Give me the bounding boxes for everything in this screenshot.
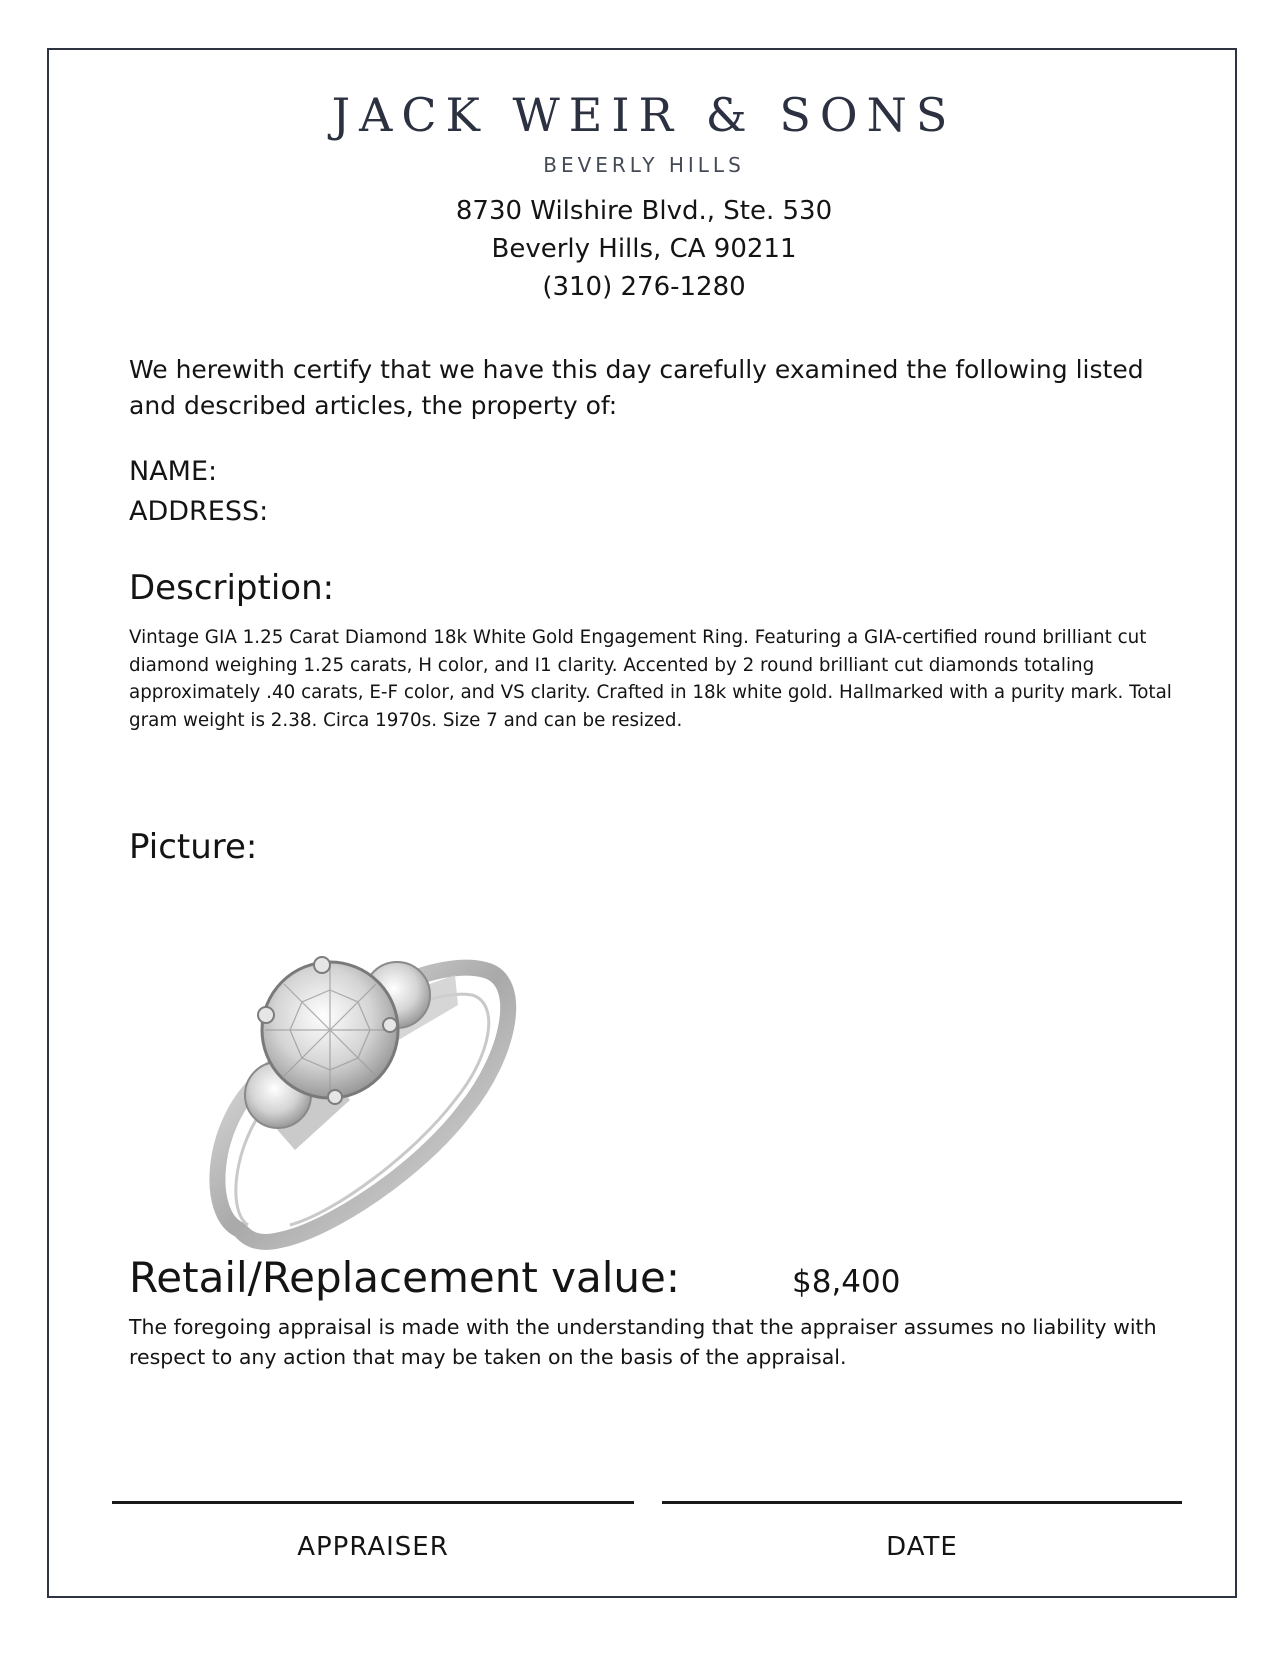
retail-value-label: Retail/Replacement value:	[129, 1253, 681, 1302]
appraiser-label: APPRAISER	[297, 1532, 449, 1562]
retail-value-price: $8,400	[792, 1264, 901, 1300]
ring-photo	[200, 895, 540, 1254]
address-line-1: 8730 Wilshire Blvd., Ste. 530	[455, 196, 833, 226]
description-text: Vintage GIA 1.25 Carat Diamond 18k White Gold Engagement Ring. Featuring a GIA-certified round brilliant cut diamond weighing 1.25 carats, H color, and I1 clarity. Accented by 2 round brilliant cut diamonds totaling approximately .40 carats, E-F color, and VS clarity. Crafted in 18k white gold. Hallmarked with a purity mark. Total gram weight is 2.38. Circa 1970s. Size 7 and can be resized.	[129, 627, 1172, 731]
disclaimer-text: The foregoing appraisal is made with the understanding that the appraiser assumes no liability with respect to any action that may be taken on the basis of the appraisal.	[129, 1315, 1157, 1369]
description-heading: Description:	[129, 568, 335, 608]
phone-number: (310) 276-1280	[542, 272, 746, 302]
brand-name: JACK WEIR & SONS	[331, 88, 957, 142]
address-label: ADDRESS:	[129, 496, 269, 527]
brand-location: BEVERLY HILLS	[543, 153, 745, 177]
date-label: DATE	[886, 1532, 958, 1562]
certification-statement: We herewith certify that we have this day carefully examined the following listed and described articles, the property of:	[129, 355, 1144, 420]
picture-heading: Picture:	[129, 827, 258, 867]
date-signature-line	[662, 1501, 1182, 1504]
name-label: NAME:	[129, 456, 218, 487]
appraiser-signature-line	[112, 1501, 634, 1504]
address-line-2: Beverly Hills, CA 90211	[491, 234, 797, 264]
